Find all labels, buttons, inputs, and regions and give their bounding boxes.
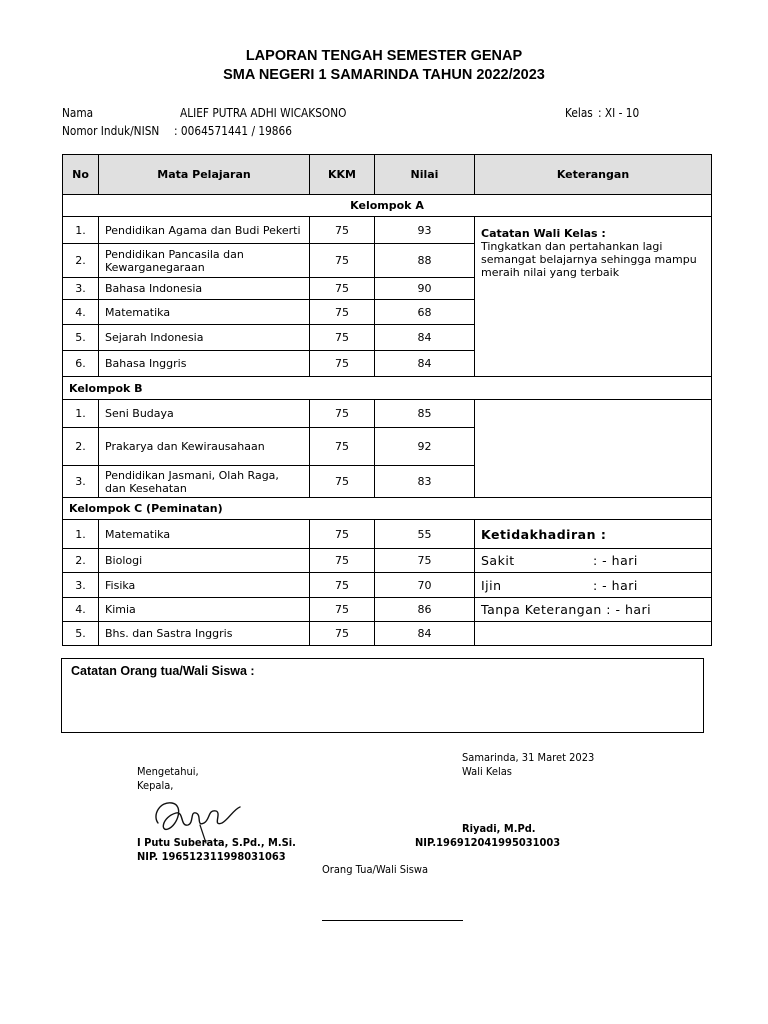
row-no: 3. — [63, 278, 99, 300]
row-kkm: 75 — [310, 244, 375, 278]
absence-empty-cell — [475, 622, 712, 646]
row-score: 84 — [375, 622, 475, 646]
acknowledged-label: Mengetahui, — [137, 765, 199, 778]
row-score: 70 — [375, 573, 475, 598]
name-value: ALIEF PUTRA ADHI WICAKSONO — [180, 106, 347, 120]
absence-title: Ketidakhadiran : — [475, 520, 712, 549]
homeroom-note-cell — [475, 217, 712, 377]
row-kkm: 75 — [310, 217, 375, 244]
row-kkm: 75 — [310, 325, 375, 351]
group-b-title: Kelompok B — [63, 377, 712, 400]
row-kkm: 75 — [310, 622, 375, 646]
group-c-row — [63, 498, 712, 520]
absence-permit — [475, 573, 712, 598]
row-kkm: 75 — [310, 428, 375, 466]
row-no: 3. — [63, 573, 99, 598]
table-row — [63, 573, 712, 598]
row-subject: Matematika — [99, 300, 310, 325]
table-row — [63, 549, 712, 573]
row-subject: Seni Budaya — [99, 400, 310, 428]
table-row — [63, 598, 712, 622]
homeroom-nip: NIP.196912041995031003 — [415, 836, 561, 849]
table-row — [63, 520, 712, 549]
row-kkm: 75 — [310, 400, 375, 428]
row-score: 84 — [375, 325, 475, 351]
row-subject: Bhs. dan Sastra Inggris — [99, 622, 310, 646]
parent-note-label: Catatan Orang tua/Wali Siswa : — [71, 664, 255, 678]
table-row — [63, 217, 712, 244]
group-c-title: Kelompok C (Peminatan) — [63, 498, 712, 520]
group-a-row — [63, 195, 712, 217]
row-kkm: 75 — [310, 466, 375, 498]
row-kkm: 75 — [310, 573, 375, 598]
row-subject: Pendidikan Pancasila dan Kewarganegaraan — [99, 244, 310, 278]
row-score: 92 — [375, 428, 475, 466]
header-no: No — [63, 155, 99, 195]
row-no: 3. — [63, 466, 99, 498]
row-score: 86 — [375, 598, 475, 622]
principal-nip: NIP. 196512311998031063 — [137, 850, 286, 863]
header-score: Nilai — [375, 155, 475, 195]
header-note: Keterangan — [475, 155, 712, 195]
row-no: 5. — [63, 622, 99, 646]
row-kkm: 75 — [310, 278, 375, 300]
group-a-title: Kelompok A — [63, 195, 712, 217]
row-no: 1. — [63, 217, 99, 244]
group-b-row — [63, 377, 712, 400]
nisn-label: Nomor Induk/NISN — [62, 124, 160, 138]
row-kkm: 75 — [310, 520, 375, 549]
row-no: 6. — [63, 351, 99, 377]
row-score: 68 — [375, 300, 475, 325]
place-date: Samarinda, 31 Maret 2023 — [462, 751, 595, 764]
parent-note-box[interactable] — [61, 658, 704, 733]
row-kkm: 75 — [310, 300, 375, 325]
homeroom-note-text: Tingkatkan dan pertahankan lagi semangat belajarnya sehingga mampu meraih nilai yang terbaik — [481, 240, 697, 279]
row-score: 83 — [375, 466, 475, 498]
row-score: 75 — [375, 549, 475, 573]
parent-title: Orang Tua/Wali Siswa — [322, 863, 429, 876]
row-subject: Matematika — [99, 520, 310, 549]
row-no: 4. — [63, 598, 99, 622]
header-subject: Mata Pelajaran — [99, 155, 310, 195]
homeroom-note-title: Catatan Wali Kelas : — [481, 227, 606, 240]
homeroom-title: Wali Kelas — [462, 765, 512, 778]
row-subject: Fisika — [99, 573, 310, 598]
row-subject: Pendidikan Jasmani, Olah Raga, dan Kesehatan — [99, 466, 310, 498]
row-kkm: 75 — [310, 598, 375, 622]
absence-permit-label: Ijin — [481, 577, 502, 593]
header-kkm: KKM — [310, 155, 375, 195]
table-header-row — [63, 155, 712, 195]
row-score: 55 — [375, 520, 475, 549]
row-kkm: 75 — [310, 549, 375, 573]
name-label: Nama — [62, 106, 94, 120]
row-subject: Kimia — [99, 598, 310, 622]
principal-name: I Putu Suberata, S.Pd., M.Si. — [137, 836, 296, 849]
absence-sick-value: : - hari — [593, 553, 638, 568]
nisn-value: : 0064571441 / 19866 — [174, 124, 292, 138]
homeroom-name: Riyadi, M.Pd. — [462, 822, 536, 835]
row-no: 2. — [63, 549, 99, 573]
group-b-note-cell — [475, 400, 712, 498]
row-no: 4. — [63, 300, 99, 325]
parent-signature-line — [322, 920, 463, 921]
row-subject: Biologi — [99, 549, 310, 573]
row-subject: Prakarya dan Kewirausahaan — [99, 428, 310, 466]
row-no: 2. — [63, 428, 99, 466]
row-subject: Bahasa Indonesia — [99, 278, 310, 300]
row-subject: Pendidikan Agama dan Budi Pekerti — [99, 217, 310, 244]
class-value: : XI - 10 — [598, 106, 640, 120]
table-row — [63, 400, 712, 428]
row-no: 1. — [63, 400, 99, 428]
principal-title: Kepala, — [137, 779, 174, 792]
row-score: 88 — [375, 244, 475, 278]
row-kkm: 75 — [310, 351, 375, 377]
class-label: Kelas — [565, 106, 593, 120]
absence-sick-label: Sakit — [481, 553, 515, 568]
absence-unexcused-label: Tanpa Keterangan — [481, 602, 602, 617]
row-score: 84 — [375, 351, 475, 377]
school-title: SMA NEGERI 1 SAMARINDA TAHUN 2022/2023 — [223, 67, 545, 83]
absence-permit-value: : - hari — [593, 577, 638, 593]
grades-table — [62, 154, 712, 646]
row-score: 90 — [375, 278, 475, 300]
absence-unexcused-value: : - hari — [606, 602, 652, 617]
row-subject: Sejarah Indonesia — [99, 325, 310, 351]
row-subject: Bahasa Inggris — [99, 351, 310, 377]
row-score: 85 — [375, 400, 475, 428]
report-title: LAPORAN TENGAH SEMESTER GENAP — [245, 48, 523, 64]
row-no: 5. — [63, 325, 99, 351]
absence-sick — [475, 549, 712, 573]
table-row — [63, 622, 712, 646]
row-score: 93 — [375, 217, 475, 244]
row-no: 2. — [63, 244, 99, 278]
row-no: 1. — [63, 520, 99, 549]
absence-unexcused — [475, 598, 712, 622]
